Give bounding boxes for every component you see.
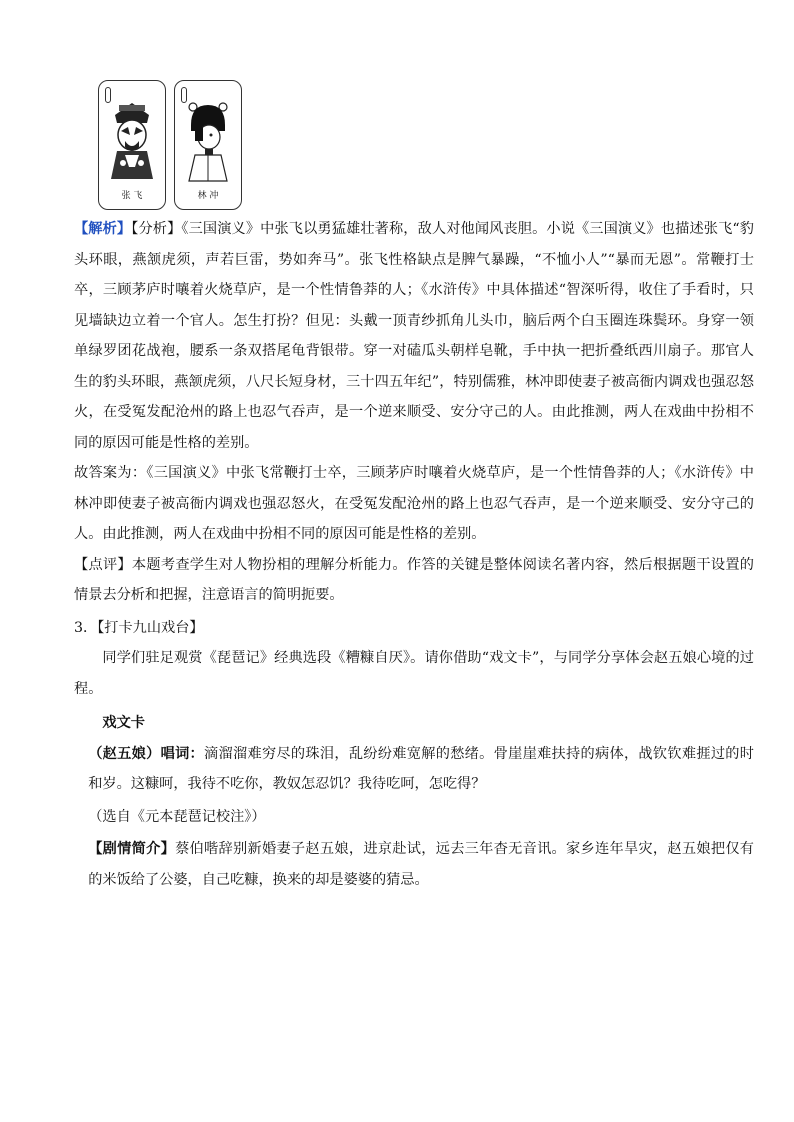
comment-text: 本题考查学生对人物扮相的理解分析能力。作答的关键是整体阅读名著内容，然后根据题干设置的情景去分析和把握，注意语言的简明扼要。 [74, 556, 754, 603]
source-note: （选自《元本琵琶记校注》） [88, 808, 266, 825]
lyrics-paragraph [74, 739, 754, 800]
plot-text: 蔡伯喈辞别新婚妻子赵五娘，进京赴试，远去三年杳无音讯。家乡连年旱灾，赵五娘把仅有的米饭给了公婆，自己吃糠，换来的却是婆婆的猜忌。 [88, 841, 754, 888]
question-heading: 3．【打卡九山戏台】 [74, 619, 204, 636]
lyrics-tag: （赵五娘）唱词： [88, 745, 205, 762]
document-page [74, 80, 754, 895]
answer-paragraph: 故答案为：《三国演义》中张飞常鞭打士卒，三顾茅庐时嚷着火烧草庐，是一个性情鲁莽的人；《水浒传》中林冲即使妻子被高衙内调戏也强忍怒火，在受冤发配沧州的路上也忍气吞声，是一个逆来顺受、安分守己的人。由此推测，两人在戏曲中扮相不同的原因可能是性格的差别。 [74, 465, 754, 542]
card-title: 戏文卡 [102, 715, 145, 731]
lyrics-text: 滴溜溜难穷尽的珠泪，乱纷纷难宽解的愁绪。骨崖崖难扶持的病体，战钦钦难捱过的时和岁。这糠呵，我待不吃你，教奴怎忍饥？我待吃呵，怎吃得？ [88, 745, 754, 792]
phone-case-linchong [174, 80, 242, 210]
opera-mask-zhangfei-icon [105, 97, 159, 187]
phone-caption: 林 冲 [197, 191, 219, 201]
phone-caption: 张 飞 [121, 191, 143, 201]
phone-case-figure [98, 80, 754, 214]
question-intro: 同学们驻足观赏《琵琶记》经典选段《糟糠自厌》。请你借助“戏文卡”，与同学分享体会赵五娘心境的过程。 [74, 650, 754, 697]
opera-figure-linchong-icon [181, 97, 235, 187]
phone-case-zhangfei [98, 80, 166, 210]
comment-tag: 【点评】 [74, 556, 132, 573]
analysis-paragraph [74, 214, 754, 458]
analysis-text: 【分析】《三国演义》中张飞以勇猛雄壮著称，敌人对他闻风丧胆。小说《三国演义》也描述张飞“豹头环眼，燕颔虎须，声若巨雷，势如奔马”。张飞性格缺点是脾气暴躁，“不恤小人”“暴而无恩”。常鞭打士卒，三顾茅庐时嚷着火烧草庐，是一个性情鲁莽的人；《水浒传》中具体描述“智深听得，收住了手看时，只见墙缺边立着一个官人。怎生打扮？但见：头戴一顶青纱抓角儿头巾，脑后两个白玉圈连珠鬓环。身穿一领单绿罗团花战袍，腰系一条双搭尾龟背银带。穿一对磕瓜头朝样皂靴，手中执一把折叠纸西川扇子。那官人生的豹头环眼，燕颔虎须，八尺长短身材，三十四五年纪”，特别儒雅，林冲即使妻子被高衙内调戏也强忍怒火，在受冤发配沧州的路上也忍气吞声，是一个逆来顺受、安分守己的人。由此推测，两人在戏曲中扮相不同的原因可能是性格的差别。 [74, 221, 754, 451]
analysis-tag: 【解析】 [74, 221, 132, 237]
plot-paragraph [74, 834, 754, 895]
comment-paragraph [74, 550, 754, 611]
plot-tag: 【剧情简介】 [88, 841, 176, 857]
